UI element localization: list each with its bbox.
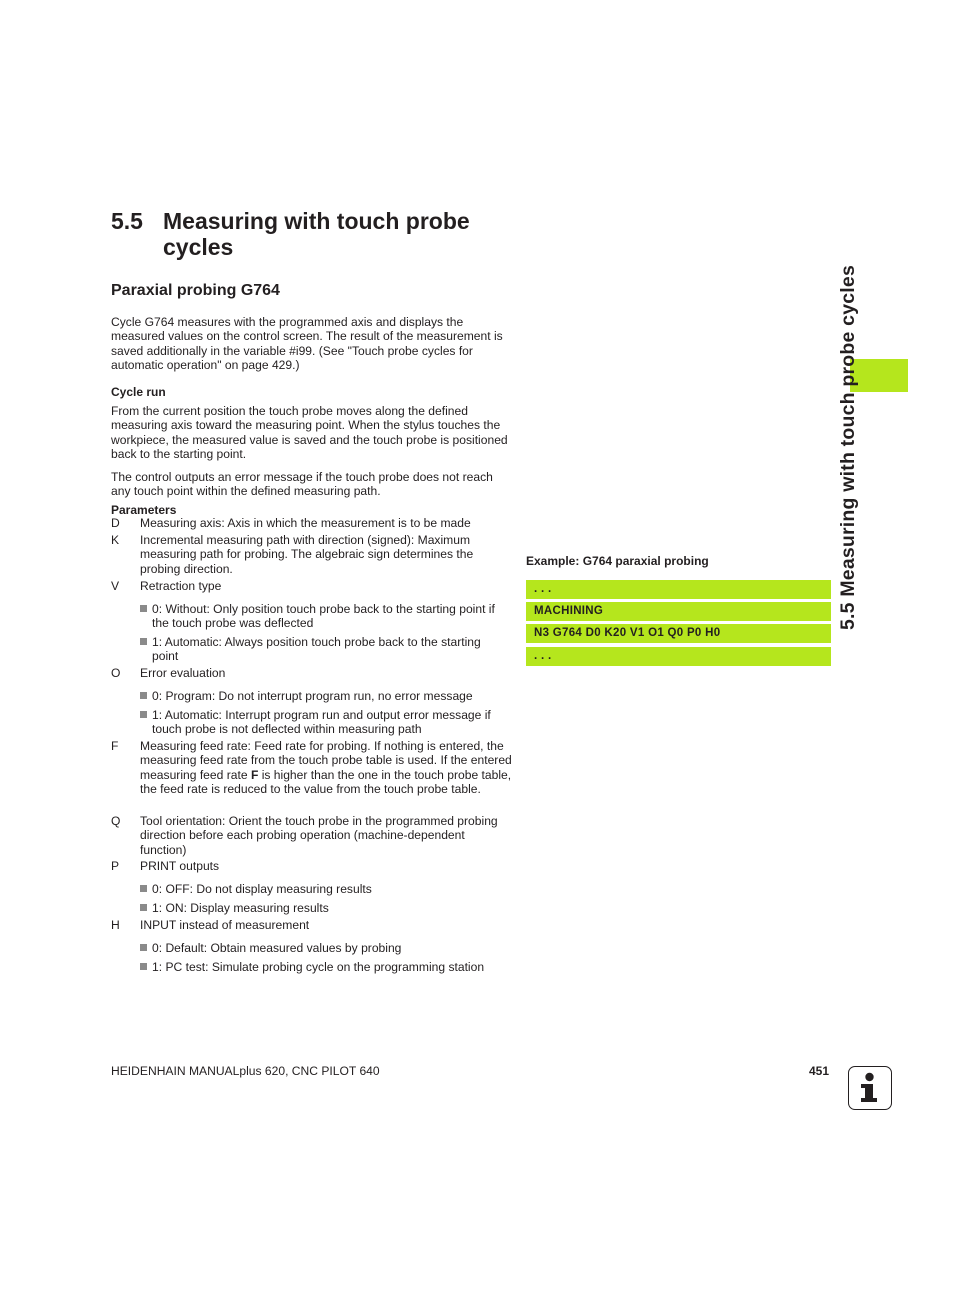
- info-glyph-icon: [849, 1067, 890, 1108]
- section-title-line2: cycles: [163, 234, 234, 260]
- bullet-square-icon: [140, 692, 147, 699]
- parameters-title: Parameters: [111, 503, 177, 517]
- info-icon: [848, 1066, 892, 1110]
- param-key: Q: [111, 814, 121, 828]
- side-chapter-title: 5.5 Measuring with touch probe cycles: [837, 265, 859, 630]
- param-desc: Measuring axis: Axis in which the measurement is to be made: [140, 516, 471, 530]
- code-line: . . .: [526, 647, 831, 666]
- param-p-option-0: 0: OFF: Do not display measuring results: [140, 882, 510, 896]
- footer-text: HEIDENHAIN MANUALplus 620, CNC PILOT 640: [111, 1064, 380, 1078]
- param-o-option-0: 0: Program: Do not interrupt program run, no error message: [140, 689, 510, 703]
- section-title-line1: Measuring with touch probe: [163, 208, 470, 234]
- cycle-run-paragraph-1: From the current position the touch probe moves along the defined measuring axis toward the measuring point. When the stylus touches the workpiece, the measured value is saved and the touch probe is positioned back to the starting point.: [111, 404, 508, 462]
- section-heading: [111, 208, 531, 260]
- param-h-option-1: 1: PC test: Simulate probing cycle on the programming station: [140, 960, 520, 974]
- bullet-square-icon: [140, 963, 147, 970]
- intro-paragraph: Cycle G764 measures with the programmed axis and displays the measured values on the control screen. The result of the measurement is saved additionally in the variable #i99. (See "Touch probe cycles for automatic operation" on page 429.): [111, 315, 503, 373]
- bullet-square-icon: [140, 711, 147, 718]
- param-key: O: [111, 666, 121, 680]
- param-desc: Tool orientation: Orient the touch probe in the programmed probing direction before each probing operation (machine-dependent function): [140, 814, 498, 857]
- param-p-option-1: 1: ON: Display measuring results: [140, 901, 510, 915]
- param-key: V: [111, 579, 120, 593]
- param-desc: PRINT outputs: [140, 859, 220, 873]
- param-key: F: [111, 739, 119, 753]
- cycle-run-title: Cycle run: [111, 385, 166, 399]
- page-number: 451: [809, 1064, 830, 1078]
- bullet-square-icon: [140, 638, 147, 645]
- example-caption: Example: G764 paraxial probing: [526, 554, 709, 568]
- param-key: H: [111, 918, 120, 932]
- param-desc: Retraction type: [140, 579, 222, 593]
- param-v-option-1: 1: Automatic: Always position touch probe back to the starting point: [140, 635, 510, 664]
- param-o-option-1: 1: Automatic: Interrupt program run and output error message if touch probe is not deflected within measuring path: [140, 708, 510, 737]
- param-key: P: [111, 859, 120, 873]
- bullet-square-icon: [140, 605, 147, 612]
- param-key: K: [111, 533, 120, 547]
- subheading: Paraxial probing G764: [111, 282, 280, 299]
- param-h-option-0: 0: Default: Obtain measured values by probing: [140, 941, 510, 955]
- bullet-square-icon: [140, 885, 147, 892]
- param-key: D: [111, 516, 120, 530]
- param-desc: Incremental measuring path with direction (signed): Maximum measuring path for probing. The algebraic sign determines the probing direction.: [140, 533, 474, 576]
- code-line: . . .: [526, 580, 831, 599]
- param-desc: INPUT instead of measurement: [140, 918, 310, 932]
- section-number: 5.5: [111, 208, 143, 234]
- param-v-option-0: 0: Without: Only position touch probe back to the starting point if the touch probe was deflected: [140, 602, 510, 631]
- param-desc: Error evaluation: [140, 666, 226, 680]
- code-line: MACHINING: [526, 602, 831, 621]
- param-desc: Measuring feed rate: Feed rate for probing. If nothing is entered, the measuring feed rate from the touch probe table is used. If the entered measuring feed rate F is higher than the one in the touch probe table, the feed rate is reduced to the value from the touch probe table.: [140, 739, 512, 797]
- cycle-run-paragraph-2: The control outputs an error message if the touch probe does not reach any touch point within the defined measuring path.: [111, 470, 493, 499]
- bullet-square-icon: [140, 904, 147, 911]
- code-line: N3 G764 D0 K20 V1 O1 Q0 P0 H0: [526, 624, 831, 643]
- bullet-square-icon: [140, 944, 147, 951]
